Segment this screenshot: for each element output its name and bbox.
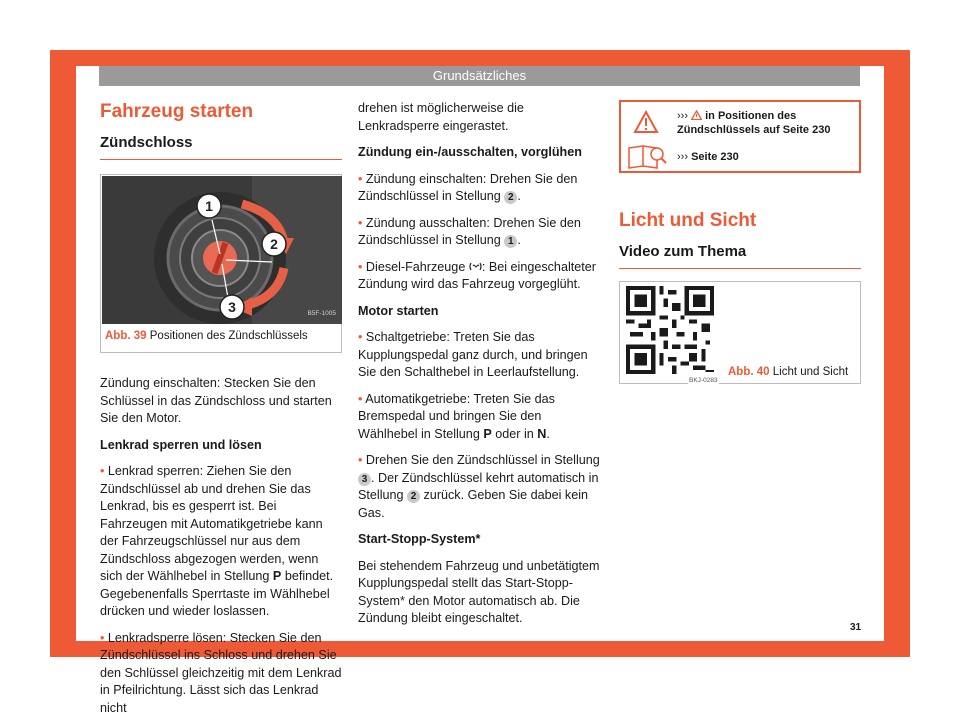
start-stop-paragraph: Bei stehendem Fahrzeug und unbetätigtem Kupplungspedal stellt das Start-Stopp-System* den Motor automatisch ab. Die Zündung bleibt eingeschaltet. xyxy=(358,558,604,628)
lock-bullet-2: • Lenkradsperre lösen: Stecken Sie den Zündschlüssel ins Schloss und drehen Sie den Schlüssel gleichzeitig mit dem Lenkrad in Pfeilrichtung. Lässt sich das Lenkrad nicht xyxy=(100,630,342,717)
warning-icon xyxy=(633,110,659,134)
column-left xyxy=(100,100,342,717)
marker-3-label: 3 xyxy=(228,299,236,315)
section-header: Grundsätzliches xyxy=(99,66,860,86)
column-right xyxy=(619,100,861,384)
motor-bullet-1: • Schaltgetriebe: Treten Sie das Kupplungspedal ganz durch, und bringen Sie den Schalthebel in Leerlaufstellung. xyxy=(358,329,604,382)
ignition-subheading: Zündung ein-/ausschalten, vorglühen xyxy=(358,144,604,162)
figure-caption xyxy=(728,364,848,382)
reference-box xyxy=(619,100,861,173)
intro-paragraph: Zündung einschalten: Stecken Sie den Schlüssel in das Zündschloss und starten Sie den Motor. xyxy=(100,375,342,428)
motor-bullet-3: • Drehen Sie den Zündschlüssel in Stellung 3 . Der Zündschlüssel kehrt automatisch in Stellung 2 zurück. Geben Sie dabei kein Gas. xyxy=(358,452,604,522)
ignition-bullet-1: • Zündung einschalten: Drehen Sie den Zündschlüssel in Stellung 2 . xyxy=(358,171,604,206)
ignition-bullet-2: • Zündung ausschalten: Drehen Sie den Zündschlüssel in Stellung 1 . xyxy=(358,215,604,250)
figure-label: Abb. 40 xyxy=(728,366,770,378)
chapter-heading: Fahrzeug starten xyxy=(100,100,342,124)
marker-2-label: 2 xyxy=(270,236,278,252)
page-number: 31 xyxy=(850,622,861,633)
figure-code: BKJ-0283 xyxy=(688,372,719,390)
ignition-lock-illustration xyxy=(102,176,342,324)
lock-subheading: Lenkrad sperren und lösen xyxy=(100,437,342,455)
figure-label: Abb. 39 xyxy=(105,330,147,342)
manual-book-icon xyxy=(627,142,667,170)
continued-paragraph: drehen ist möglicherweise die Lenkradsperre eingerastet. xyxy=(358,100,604,135)
reference-warning: ››› in Positionen des Zündschlüssels auf Seite 230 xyxy=(677,109,857,137)
section-heading: Zündschloss xyxy=(100,133,342,160)
lock-bullet-1: • Lenkrad sperren: Ziehen Sie den Zündschlüssel ab und drehen Sie das Lenkrad, bis es gesperrt ist. Bei Fahrzeugen mit Automatikgetriebe kann der Fahrzeugschlüssel nur aus dem Zündschloss abgezogen werden, wenn sich der Wählhebel in Stellung P befindet. Gegebenenfalls Sperrtaste im Wählhebel drücken und wieder loslassen. xyxy=(100,463,342,621)
chapter-heading-light: Licht und Sicht xyxy=(619,209,861,233)
warning-small-icon xyxy=(691,110,702,120)
ignition-bullet-3: • Diesel-Fahrzeuge : Bei eingeschalteter Zündung wird das Fahrzeug vorgeglüht. xyxy=(358,259,604,294)
section-heading-video: Video zum Thema xyxy=(619,242,861,269)
figure-video xyxy=(619,281,861,384)
motor-subheading: Motor starten xyxy=(358,303,604,321)
motor-bullet-2: • Automatikgetriebe: Treten Sie das Bremspedal und bringen Sie den Wählhebel in Stellung P oder in N. xyxy=(358,391,604,444)
qr-code-icon[interactable] xyxy=(626,286,714,374)
figure-ignition xyxy=(100,174,342,353)
column-middle xyxy=(358,100,604,628)
figure-caption-text: Positionen des Zündschlüssels xyxy=(150,330,308,342)
marker-1-label: 1 xyxy=(205,198,213,214)
start-stop-subheading: Start-Stopp-System* xyxy=(358,531,604,549)
glow-plug-icon xyxy=(469,262,482,271)
ignition-photo xyxy=(102,176,342,324)
figure-caption xyxy=(105,328,308,346)
figure-code: B5F-1005 xyxy=(307,305,336,323)
reference-page: ››› Seite 230 xyxy=(677,150,739,164)
figure-caption-text: Licht und Sicht xyxy=(773,366,848,378)
